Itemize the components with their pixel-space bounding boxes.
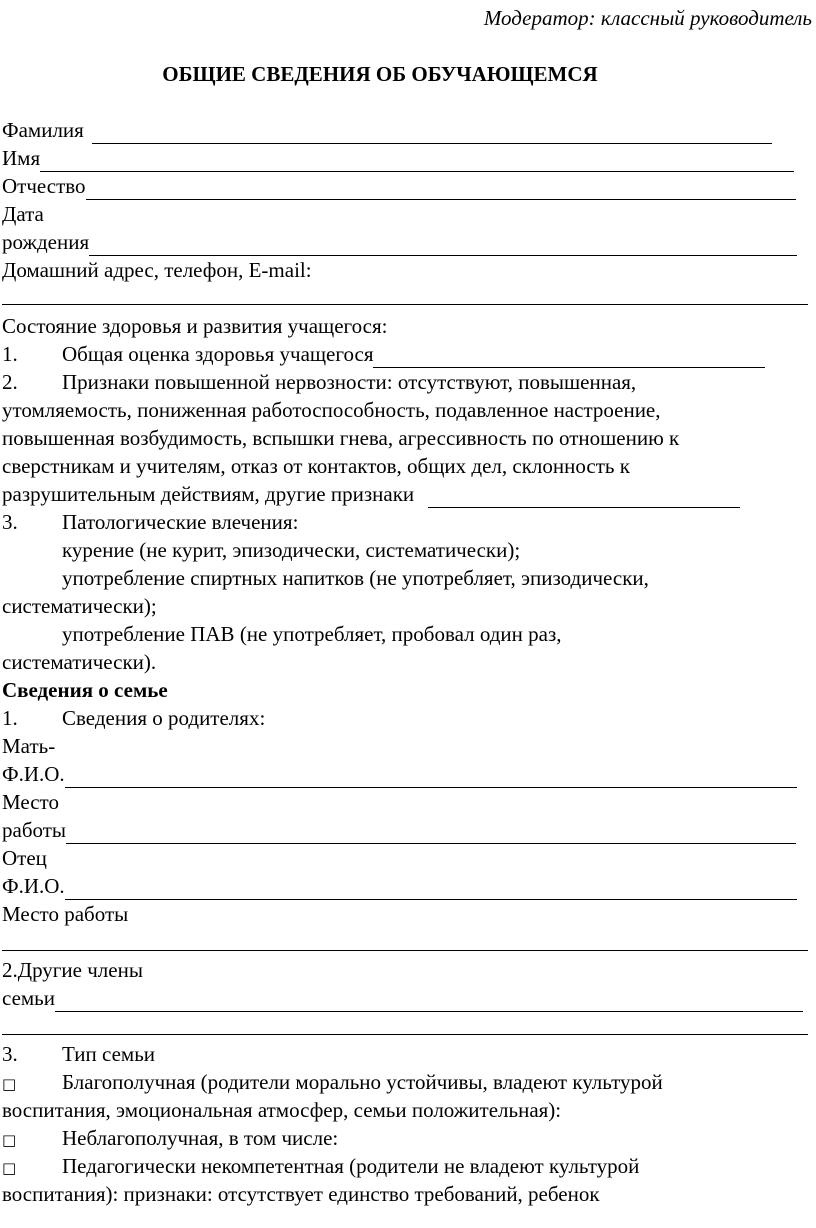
dysfunctional-option: [2, 1124, 338, 1152]
surname-label: Фамилия: [2, 118, 84, 142]
health-item-2-line-4: сверстникам и учителям, отказ от контактов, общих дел, склонность к: [2, 454, 630, 478]
family-item-1: [2, 704, 265, 732]
other-members-field[interactable]: [55, 990, 803, 1012]
father-work-label: Место работы: [2, 902, 129, 926]
other-members-row: [2, 984, 803, 1012]
mother-work-row: [2, 816, 796, 844]
health-item-2-line-3: повышенная возбудимость, вспышки гнева, агрессивность по отношению к: [2, 426, 680, 450]
health-item-2-text-1: Признаки повышенной нервозности: отсутствуют, повышенная,: [62, 370, 637, 394]
family-item-3-number: 3.: [2, 1042, 18, 1066]
health-item-1-number: 1.: [2, 342, 18, 366]
incompetent-label-1: Педагогически некомпетентная (родители не владеют культурой: [62, 1154, 640, 1178]
father-label: Отец: [2, 846, 47, 870]
health-item-2-text-5: разрушительным действиям, другие признаки: [2, 482, 415, 506]
health-item-3-number: 3.: [2, 510, 18, 534]
health-item-2-line-5: [2, 480, 740, 508]
family-item-1-label: Сведения о родителях:: [62, 706, 266, 730]
other-members-label-2: семьи: [2, 986, 56, 1010]
substances-label-1: употребление ПАВ (не употребляет, пробовал один раз,: [62, 622, 562, 646]
health-item-1: [2, 340, 765, 368]
moderator-note: Модератор: классный руководитель: [483, 6, 812, 30]
health-item-3: [2, 508, 298, 536]
father-fio-row: [2, 872, 797, 900]
surname-field[interactable]: [92, 122, 772, 144]
alcohol-option: [2, 564, 649, 592]
birth-date-field[interactable]: [89, 234, 797, 256]
patronymic-row: [2, 172, 796, 200]
checkbox-icon[interactable]: □: [2, 1075, 17, 1093]
mother-fio-field[interactable]: [65, 766, 797, 788]
checkbox-icon[interactable]: □: [2, 1159, 17, 1177]
patronymic-field[interactable]: [86, 178, 796, 200]
other-signs-field[interactable]: [428, 486, 740, 508]
birth-date-row: [2, 228, 797, 256]
mother-work-label-1: Место: [2, 790, 59, 814]
substances-option: [2, 620, 562, 648]
family-item-3: [2, 1040, 155, 1068]
health-item-2-line-1: [2, 368, 636, 396]
name-label: Имя: [2, 146, 41, 170]
birth-date-label-1: Дата: [2, 202, 44, 226]
health-item-1-label: Общая оценка здоровья учащегося: [62, 342, 374, 366]
family-item-1-number: 1.: [2, 706, 18, 730]
health-item-2-number: 2.: [2, 370, 18, 394]
mother-fio-label: Ф.И.О.: [2, 762, 65, 786]
smoking-label: курение (не курит, эпизодически, систематически);: [62, 538, 521, 562]
health-heading: Состояние здоровья и развития учащегося:: [2, 314, 388, 338]
alcohol-label-2: систематически);: [2, 594, 157, 618]
prosperous-label-2: воспитания, эмоциональная атмосфер, семьи положительная):: [2, 1098, 562, 1122]
prosperous-label-1: Благополучная (родители морально устойчивы, владеют культурой: [62, 1070, 663, 1094]
father-fio-field[interactable]: [65, 878, 797, 900]
incompetent-label-2: воспитания): признаки: отсутствует единство требований, ребенок: [2, 1182, 600, 1206]
name-row: [2, 144, 794, 172]
surname-row: [2, 116, 772, 144]
address-label: Домашний адрес, телефон, E-mail:: [2, 258, 312, 282]
dysfunctional-label: Неблагополучная, в том числе:: [62, 1126, 339, 1150]
prosperous-option: [2, 1068, 663, 1096]
page-title: ОБЩИЕ СВЕДЕНИЯ ОБ ОБУЧАЮЩЕМСЯ: [162, 62, 598, 86]
smoking-option: [2, 536, 520, 564]
family-item-3-label: Тип семьи: [62, 1042, 156, 1066]
health-item-3-label: Патологические влечения:: [62, 510, 299, 534]
father-work-field[interactable]: [2, 950, 808, 951]
health-item-2-line-2: утомляемость, пониженная работоспособность, подавленное настроение,: [2, 398, 661, 422]
father-fio-label: Ф.И.О.: [2, 874, 65, 898]
mother-fio-row: [2, 760, 797, 788]
substances-label-2: систематически).: [2, 650, 157, 674]
mother-label: Мать-: [2, 734, 56, 758]
incompetent-option: [2, 1152, 639, 1180]
checkbox-icon[interactable]: □: [2, 1131, 17, 1149]
alcohol-label-1: употребление спиртных напитков (не употребляет, эпизодически,: [62, 566, 649, 590]
health-assessment-field[interactable]: [373, 346, 765, 368]
patronymic-label: Отчество: [2, 174, 86, 198]
other-members-label-1: 2.Другие члены: [2, 958, 143, 982]
address-field[interactable]: [2, 304, 808, 305]
name-field[interactable]: [40, 150, 794, 172]
birth-date-label-2: рождения: [2, 230, 90, 254]
family-heading: Сведения о семье: [2, 678, 168, 702]
mother-work-field[interactable]: [66, 822, 796, 844]
mother-work-label-2: работы: [2, 818, 67, 842]
other-members-field-2[interactable]: [2, 1034, 808, 1035]
